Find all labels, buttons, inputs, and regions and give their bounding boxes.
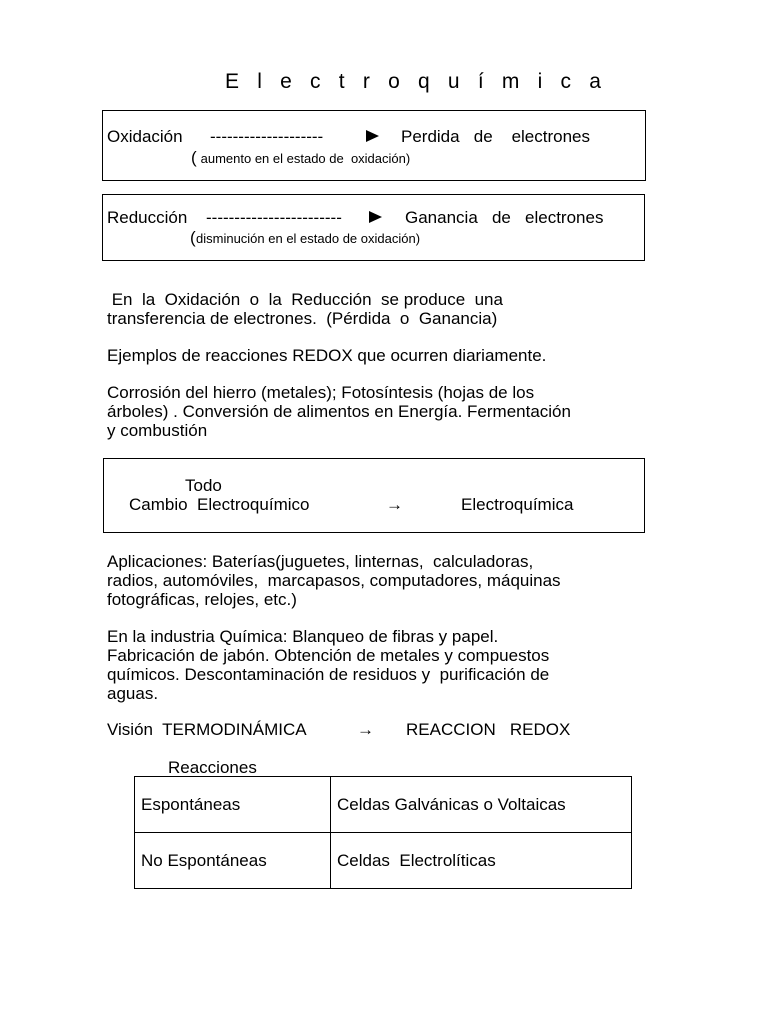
table-row [135, 777, 632, 833]
text-line: En la Oxidación o la Reducción se produce una [107, 290, 503, 309]
table-cell: No Espontáneas [135, 833, 331, 889]
page-title: E l e c t r o q u í m i c a [225, 70, 608, 93]
reduction-dashes: ------------------------ [206, 208, 342, 227]
table-cell: Espontáneas [135, 777, 331, 833]
industry-paragraph [107, 627, 549, 703]
oxidation-paren: ( [191, 148, 197, 167]
reduction-paren: ( [190, 228, 196, 247]
table-row [135, 833, 632, 889]
right-arrow-icon: → [357, 720, 374, 739]
text-line: transferencia de electrones. (Pérdida o Ganancia) [107, 309, 498, 328]
oxidation-dashes: -------------------- [210, 127, 324, 146]
reactions-table [134, 776, 632, 889]
text-line: Aplicaciones: Baterías(juguetes, linternas, calculadoras, [107, 552, 534, 571]
examples-paragraph [107, 383, 571, 440]
change-left: Cambio Electroquímico [129, 495, 310, 514]
examples-intro: Ejemplos de reacciones REDOX que ocurren diariamente. [107, 346, 547, 365]
vision-right: REACCION REDOX [406, 720, 571, 739]
reactions-label: Reacciones [168, 758, 257, 777]
reduction-result: Ganancia de electrones [405, 208, 604, 227]
oxidation-term: Oxidación [107, 127, 183, 146]
text-line: Fabricación de jabón. Obtención de metales y compuestos [107, 646, 550, 665]
text-line: químicos. Descontaminación de residuos y purificación de [107, 665, 550, 684]
reduction-term: Reducción [107, 208, 188, 227]
change-top-word: Todo [185, 476, 222, 495]
text-line: radios, automóviles, marcapasos, computadores, máquinas [107, 571, 561, 590]
table-cell: Celdas Electrolíticas [331, 833, 632, 889]
text-line: fotográficas, relojes, etc.) [107, 590, 297, 609]
table-cell: Celdas Galvánicas o Voltaicas [331, 777, 632, 833]
oxidation-result: Perdida de electrones [401, 127, 591, 146]
text-line: árboles) . Conversión de alimentos en Energía. Fermentación [107, 402, 571, 421]
applications-paragraph [107, 552, 561, 609]
reduction-note: disminución en el estado de oxidación) [196, 231, 421, 246]
text-line: y combustión [107, 421, 208, 440]
change-right: Electroquímica [461, 495, 574, 514]
text-line: aguas. [107, 684, 159, 703]
arrowhead-icon [369, 211, 382, 223]
text-line: Corrosión del hierro (metales); Fotosíntesis (hojas de los [107, 383, 535, 402]
right-arrow-icon: → [386, 495, 403, 514]
text-line: En la industria Química: Blanqueo de fibras y papel. [107, 627, 499, 646]
vision-left: Visión TERMODINÁMICA [107, 720, 307, 739]
arrowhead-icon [366, 130, 379, 142]
transfer-paragraph [107, 290, 503, 328]
oxidation-note: aumento en el estado de oxidación) [197, 151, 411, 166]
